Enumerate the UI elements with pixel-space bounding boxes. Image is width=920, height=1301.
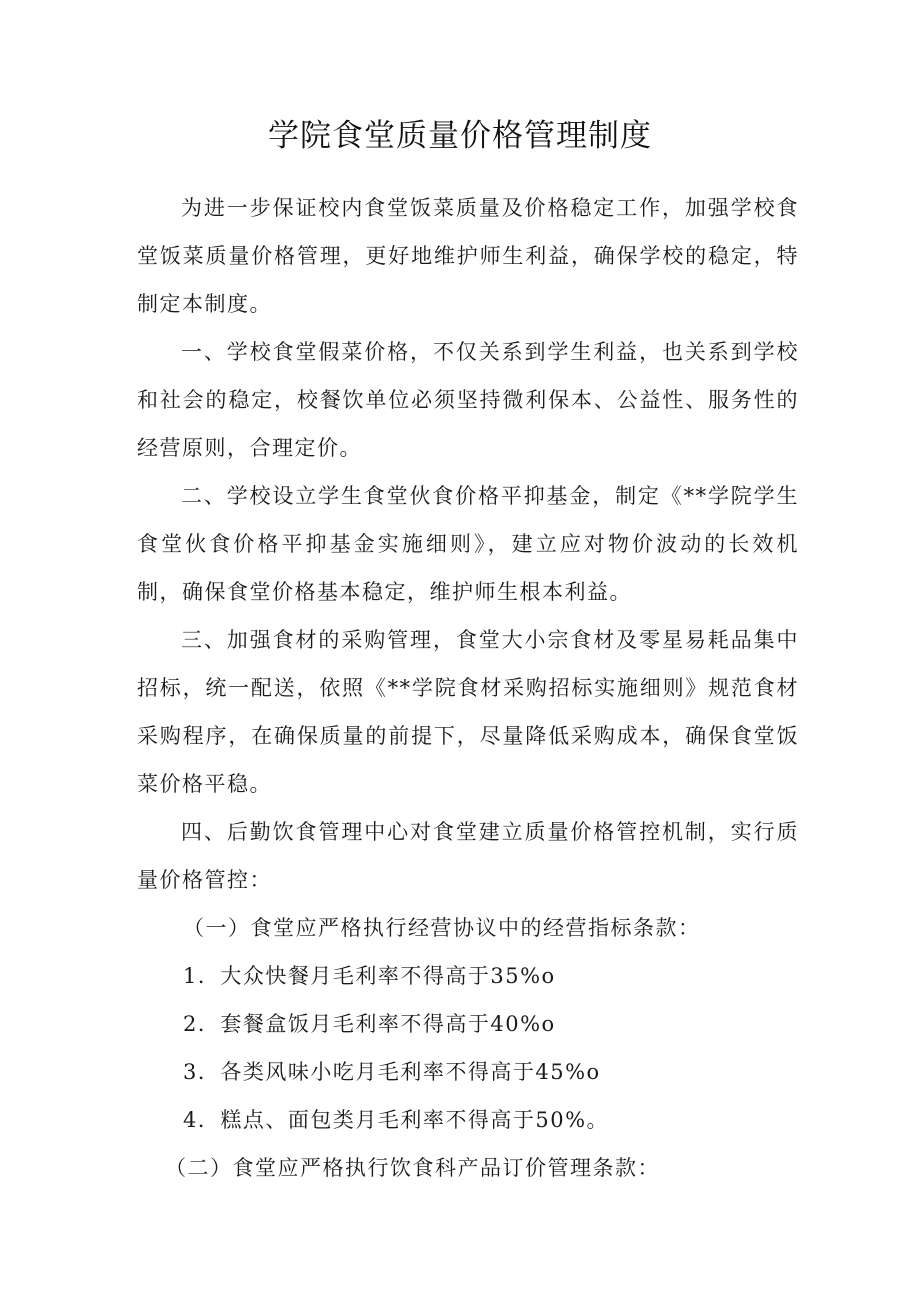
paragraph-2: 二、学校设立学生食堂伙食价格平抑基金，制定《**学院学生食堂伙食价格平抑基金实施细则》，建立应对物价波动的长效机制，确保食堂价格基本稳定，维护师生根本利益。 xyxy=(137,484,799,604)
list-item: 3．各类风味小吃月毛利率不得高于45%o xyxy=(183,1060,601,1084)
sub-heading-2: （二）食堂应严格执行饮食科产品订价管理条款： xyxy=(165,1156,660,1180)
paragraph-3: 三、加强食材的采购管理，食堂大小宗食材及零星易耗品集中招标，统一配送，依照《**学院食材采购招标实施细则》规范食材采购程序，在确保质量的前提下，尽量降低采购成本，确保食堂饭菜价格平稳。 xyxy=(137,628,799,796)
paragraph-1: 一、学校食堂假菜价格，不仅关系到学生利益，也关系到学校和社会的稳定，校餐饮单位必须坚持微利保本、公益性、服务性的经营原则，合理定价。 xyxy=(137,340,799,460)
list-item: 1．大众快餐月毛利率不得高于35%o xyxy=(183,964,556,988)
paragraph-4: 四、后勤饮食管理中心对食堂建立质量价格管控机制，实行质量价格管控： xyxy=(137,820,799,892)
list-item: 2．套餐盒饭月毛利率不得高于40%o xyxy=(183,1012,556,1036)
paragraph-intro: 为进一步保证校内食堂饭菜质量及价格稳定工作，加强学校食堂饭菜质量价格管理，更好地维护师生利益，确保学校的稳定，特制定本制度。 xyxy=(137,196,799,316)
sub-heading-1: （一）食堂应严格执行经营协议中的经营指标条款： xyxy=(183,916,701,940)
document-title: 学院食堂质量价格管理制度 xyxy=(268,118,652,154)
list-item: 4．糕点、面包类月毛利率不得高于50%。 xyxy=(183,1108,610,1132)
